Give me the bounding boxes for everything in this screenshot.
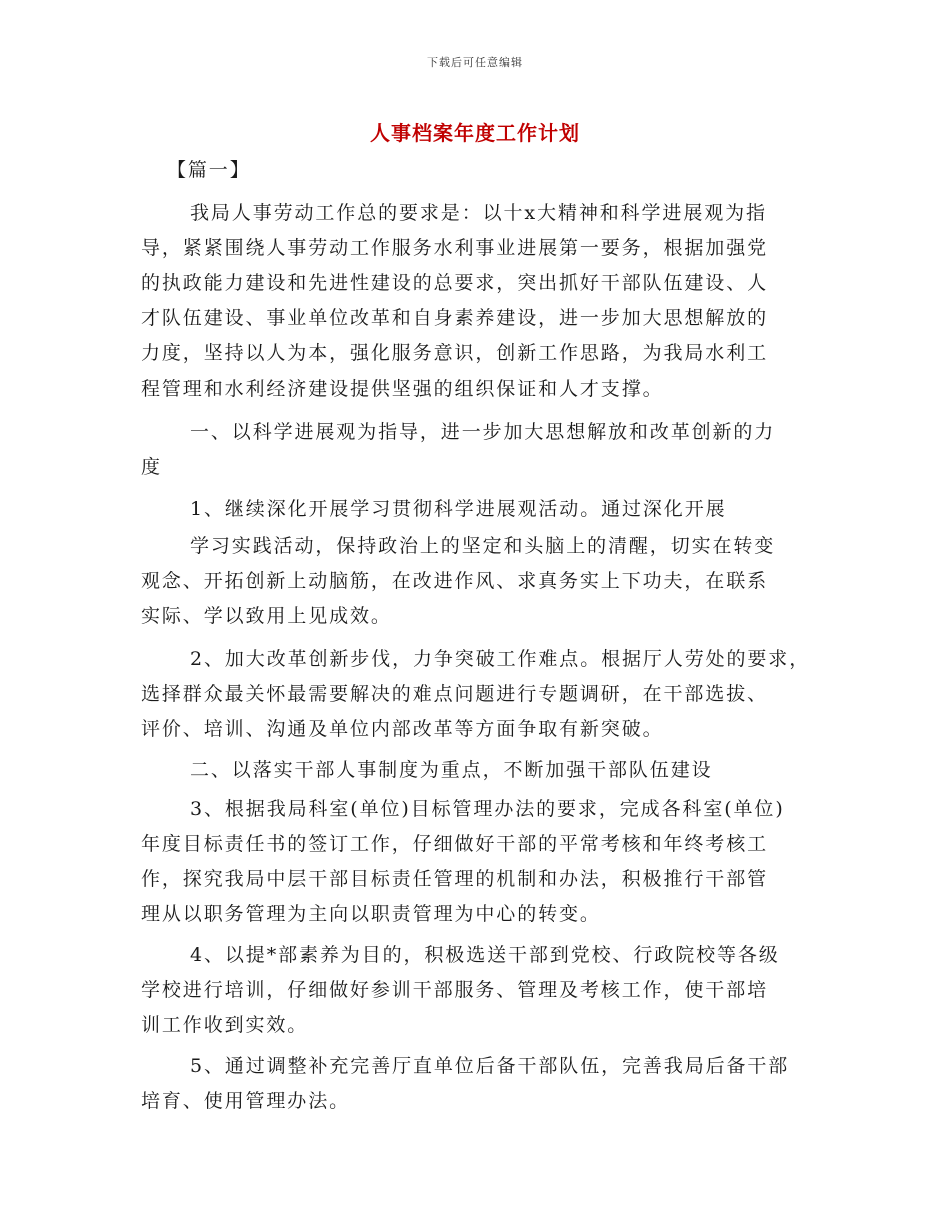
paragraph-line: 作，探究我局中层干部目标责任管理的机制和办法，积极推行干部管 — [141, 868, 769, 890]
paragraph-line: 的执政能力建设和先进性建设的总要求，突出抓好干部队伍建设、人 — [141, 272, 769, 294]
paragraph-line: 1、继续深化开展学习贯彻科学进展观活动。通过深化开展 — [190, 498, 727, 520]
paragraph-line: 学习实践活动，保持政治上的坚定和头脑上的清醒，切实在转变 — [190, 535, 776, 557]
paragraph-line: 学校进行培训，仔细做好参训干部服务、管理及考核工作，使干部培 — [141, 979, 769, 1001]
subheading-line: 度 — [141, 456, 162, 478]
paragraph-line: 我局人事劳动工作总的要求是：以十x大精神和科学进展观为指 — [190, 202, 767, 224]
paragraph-line: 3、根据我局科室(单位)目标管理办法的要求，完成各科室(单位) — [190, 798, 785, 820]
paragraph-line: 力度，坚持以人为本，强化服务意识，创新工作思路，为我局水利工 — [141, 342, 769, 364]
paragraph-line: 选择群众最关怀最需要解决的难点问题进行专题调研，在干部选拔、 — [141, 683, 769, 705]
paragraph-line: 程管理和水利经济建设提供坚强的组织保证和人才支撑。 — [141, 378, 664, 400]
paragraph-line: 导，紧紧围绕人事劳动工作服务水利事业进展第一要务，根据加强党 — [141, 237, 769, 259]
paragraph-line: 观念、开拓创新上动脑筋，在改进作风、求真务实上下功夫，在联系 — [141, 570, 769, 592]
paragraph-line: 年度目标责任书的签订工作，仔细做好干部的平常考核和年终考核工 — [141, 833, 769, 855]
paragraph-line: 4、以提*部素养为目的，积极选送干部到党校、行政院校等各级 — [190, 944, 780, 966]
paragraph-line: 训工作收到实效。 — [141, 1014, 309, 1036]
section-heading-part-one: 【篇一】 — [167, 159, 251, 181]
subheading-line: 一、以科学进展观为指导，进一步加大思想解放和改革创新的力 — [190, 421, 776, 443]
page-header-note: 下载后可任意编辑 — [427, 56, 523, 69]
paragraph-line: 理从以职务管理为主向以职责管理为中心的转变。 — [141, 903, 601, 925]
paragraph-line: 2、加大改革创新步伐，力争突破工作难点。根据厅人劳处的要求， — [190, 648, 811, 670]
subheading-line: 二、以落实干部人事制度为重点，不断加强干部队伍建设 — [190, 759, 713, 781]
paragraph-line: 评价、培训、沟通及单位内部改革等方面争取有新突破。 — [141, 718, 664, 740]
paragraph-line: 5、通过调整补充完善厅直单位后备干部队伍，完善我局后备干部 — [190, 1055, 790, 1077]
paragraph-line: 才队伍建设、事业单位改革和自身素养建设，进一步加大思想解放的 — [141, 307, 769, 329]
document-title: 人事档案年度工作计划 — [370, 121, 580, 145]
paragraph-line: 培育、使用管理办法。 — [141, 1090, 351, 1112]
paragraph-line: 实际、学以致用上见成效。 — [141, 605, 392, 627]
